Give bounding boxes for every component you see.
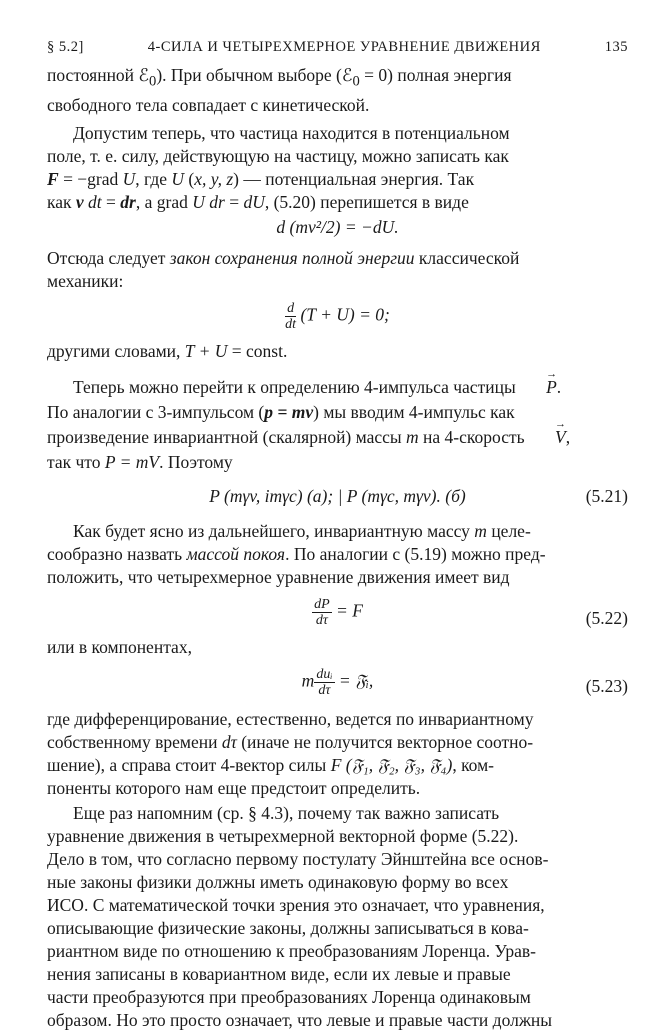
running-title: 4-СИЛА И ЧЕТЫРЕХМЕРНОЕ УРАВНЕНИЕ ДВИЖЕНИЯ	[147, 39, 541, 55]
equation-5-23: m $\frac{\text{duᵢ}}{d\tau}$ = 𝔉ᵢ, (5.23)	[301, 666, 628, 698]
paragraph-1: постоянной ℰ$_0$). При обычном выборе (ℰ$_0$ = 0) полная энергия свободного тела совпадает с кинетической.	[47, 65, 512, 115]
paragraph-5-mid: или в компонентах,	[47, 636, 192, 657]
equation-conservation: $\frac{d}{dt}$ (T + U) = 0;	[285, 300, 390, 332]
equation-5-22: $\frac{dP}{d\tau}$ = F (5.22)	[314, 596, 628, 628]
paragraph-6: где дифференцирование, естественно, ведется по инвариантному собственному времени dτ (иначе не получится векторное соотно- шение), а справа стоит 4-вектор силы F (𝔉₁, 𝔉₂, 𝔉₃, 𝔉₄), ком- поненты которого нам еще предстоит определить.	[47, 708, 534, 798]
equation-energy: d (mv²/2) = −dU.	[276, 216, 399, 237]
paragraph-7: Еще раз напомним (ср. § 4.3), почему так важно записать уравнение движения в четырехмерной векторной форме (5.22). Дело в том, что согласно первому постулату Эйнштейна все основ- ные законы физики должны иметь одинаковую форму во всех ИСО. С математической точки зрения это означает, что уравнения, описывающие физические законы, должны записываться в кова- риантном виде по отношению к преобразованиям Лоренца. Урав- нения записаны в ковариантном виде, если их левые и правые части преобразуются при преобразованиях Лоренца одинаковым образом. Но это просто означает, что левые и правые части должны	[47, 802, 553, 1030]
paragraph-2: Допустим теперь, что частица находится в потенциальном поле, т. е. силу, действующую на частицу, можно записать как F = −grad U, где U (x, y, z) — потенциальная энергия. Так как v dt = dr, a grad U dr = dU, (5.20) перепишется в виде	[47, 122, 510, 212]
paragraph-5: Как будет ясно из дальнейшего, инвариантную массу m целе- сообразно назвать массой покоя. По аналогии с (5.19) можно пред- положить, что четырехмерное уравнение движения имеет вид	[47, 520, 546, 587]
page-number: 135	[604, 39, 628, 55]
paragraph-3: Отсюда следует закон сохранения полной энергии классической механики:	[47, 247, 520, 291]
paragraph-3-end: другими словами, T + U = const.	[47, 340, 288, 361]
section-ref: § 5.2]	[47, 39, 84, 55]
running-header	[47, 36, 628, 64]
paragraph-4: Теперь можно перейти к определению 4-импульса частицы → P. По аналогии с 3-импульсом (p = mv) мы вводим 4-импульс как произведение инвариантной (скалярной) массы m на 4-скорость → V, так что P = mV. Поэтому	[47, 375, 628, 475]
equation-5-21: P (mγv, imγc) (а); | P (mγc, mγv). (б) (5.21)	[209, 485, 628, 506]
